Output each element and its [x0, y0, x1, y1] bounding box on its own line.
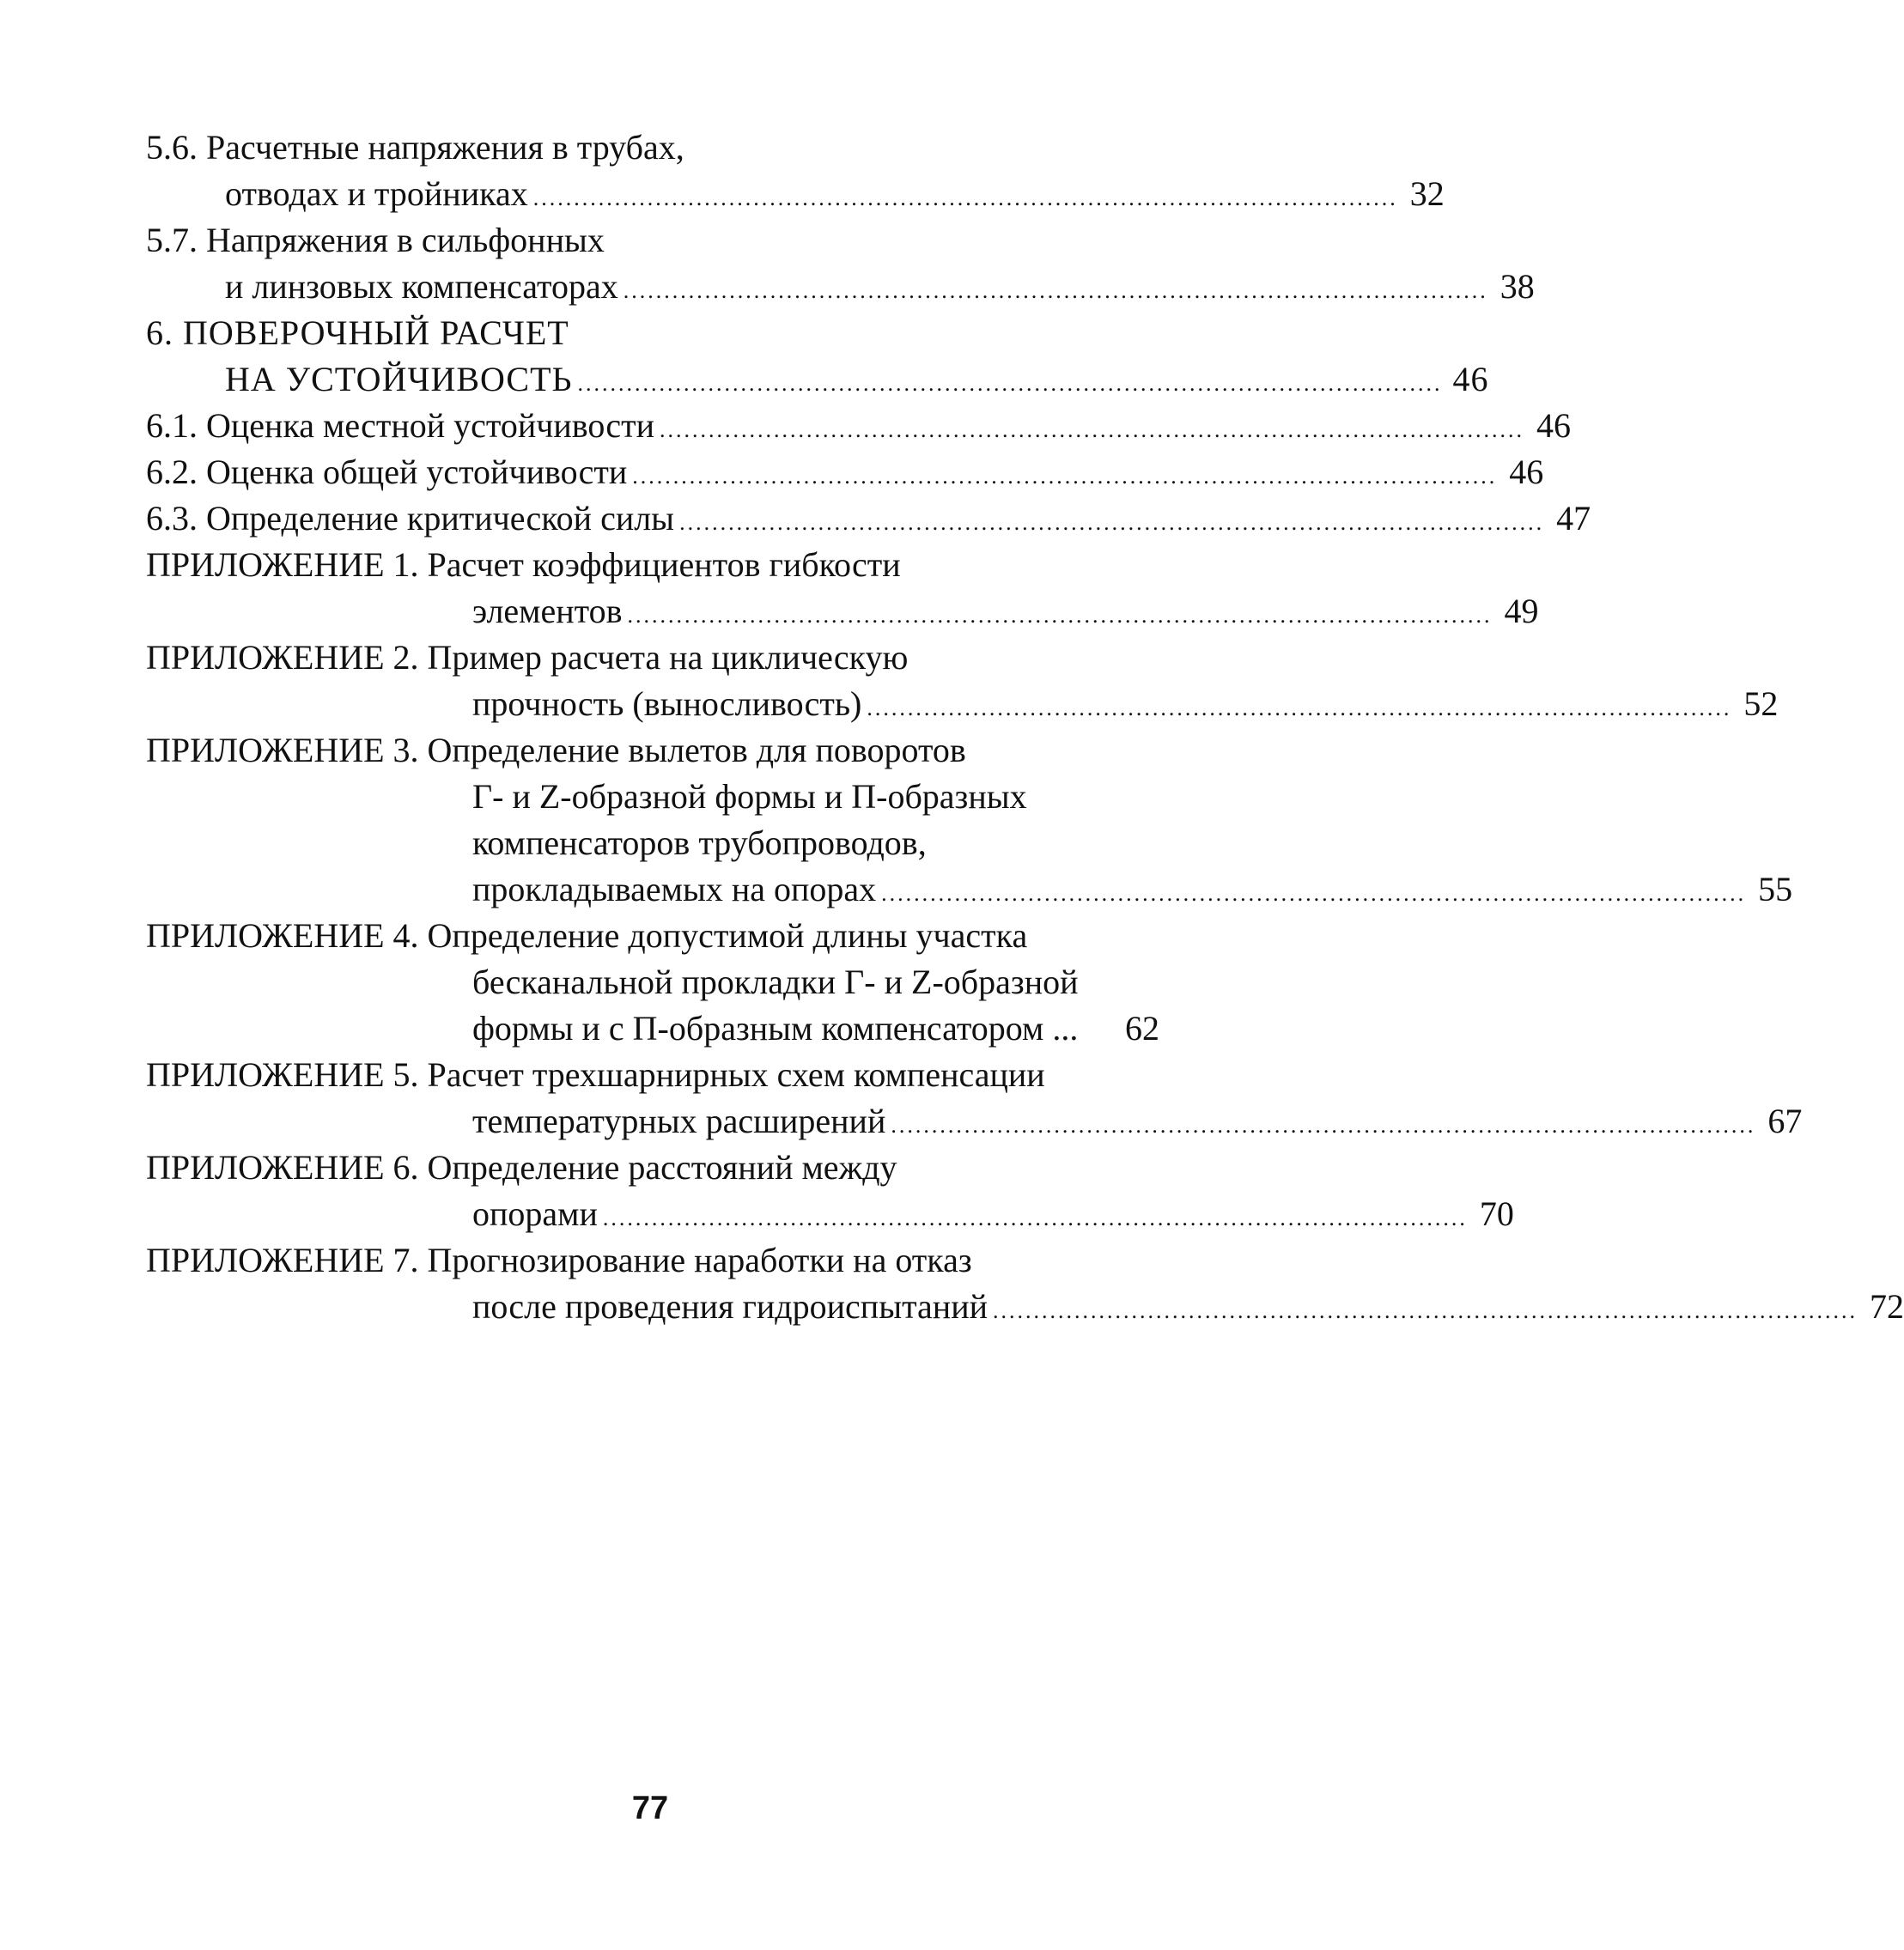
toc-entry: отводах и тройниках .......................................................................................................... 32: [146, 171, 1159, 217]
toc-entry: формы и с П-образным компенсатором ... 62: [146, 1005, 1159, 1052]
toc-page-number: 67: [1767, 1102, 1803, 1140]
toc-page-number: 72: [1870, 1287, 1904, 1326]
leader-dots: ..........................................................................................................: [627, 603, 1493, 628]
leader-dots: ..........................................................................................................: [660, 417, 1525, 442]
leader-dots: ..........................................................................................................: [993, 1298, 1858, 1323]
toc-page-number: 70: [1479, 1194, 1514, 1233]
leader-dots: ..........................................................................................................: [891, 1113, 1756, 1138]
toc-page-number: 52: [1743, 684, 1779, 723]
toc-page-number: 46: [1536, 406, 1572, 445]
leader-dots: ..........................................................................................................: [867, 696, 1732, 720]
leader-dots: ..........................................................................................................: [623, 278, 1488, 303]
toc-line: ПРИЛОЖЕНИЕ 6. Определение расстояний между: [146, 1148, 897, 1187]
toc-line: бесканальной прокладки Г- и Z-образной: [472, 963, 1079, 1001]
toc-line: ПРИЛОЖЕНИЕ 3. Определение вылетов для поворотов: [146, 731, 966, 769]
leader-dots: ..........................................................................................................: [532, 185, 1398, 210]
toc-page-number: 46: [1452, 360, 1489, 398]
toc-page-number: 62: [1125, 1009, 1159, 1048]
toc-entry: температурных расширений .......................................................................................................... 67: [146, 1098, 1159, 1145]
toc-entry: 6.3. Определение критической силы .......................................................................................................... 47: [146, 495, 1159, 542]
leader-dots: ..........................................................................................................: [602, 1206, 1468, 1230]
leader-dots: ..........................................................................................................: [577, 371, 1443, 396]
toc-line: компенсаторов трубопроводов,: [472, 823, 927, 862]
leader-dots: ..........................................................................................................: [881, 881, 1747, 906]
toc-entry: прочность (выносливость) .......................................................................................................... 52: [146, 681, 1159, 727]
table-of-contents: [146, 125, 1904, 1330]
toc-page-number: 32: [1409, 174, 1445, 213]
toc-line: 5.6. Расчетные напряжения в трубах,: [146, 128, 684, 167]
toc-section-heading: 6. ПОВЕРОЧНЫЙ РАСЧЕТ: [146, 313, 569, 352]
toc-line: ПРИЛОЖЕНИЕ 2. Пример расчета на циклическую: [146, 638, 909, 677]
toc-entry: НА УСТОЙЧИВОСТЬ .......................................................................................................... 46: [146, 356, 1159, 403]
toc-line: ПРИЛОЖЕНИЕ 1. Расчет коэффициентов гибкости: [146, 545, 901, 584]
page-number: 77: [631, 1790, 669, 1826]
toc-page-number: 47: [1556, 499, 1591, 538]
toc-entry: элементов .......................................................................................................... 49: [146, 588, 1159, 635]
toc-line: ПРИЛОЖЕНИЕ 4. Определение допустимой длины участка: [146, 916, 1028, 955]
toc-line: Г- и Z-образной формы и П-образных: [472, 777, 1027, 816]
toc-line: ПРИЛОЖЕНИЕ 7. Прогнозирование наработки на отказ: [146, 1241, 972, 1279]
toc-entry: и линзовых компенсаторах .......................................................................................................... 38: [146, 264, 1159, 310]
toc-page-number: 38: [1499, 267, 1535, 306]
toc-page-number: 49: [1504, 592, 1539, 630]
leader-dots: ..........................................................................................................: [632, 464, 1498, 489]
toc-entry: после проведения гидроиспытаний .......................................................................................................... 72: [146, 1284, 1159, 1330]
toc-entry: опорами .......................................................................................................... 70: [146, 1191, 1159, 1237]
toc-line: ПРИЛОЖЕНИЕ 5. Расчет трехшарнирных схем компенсации: [146, 1055, 1045, 1094]
toc-page-number: 46: [1509, 453, 1544, 491]
toc-entry: 6.2. Оценка общей устойчивости .......................................................................................................... 46: [146, 449, 1159, 495]
toc-line: 5.7. Напряжения в сильфонных: [146, 221, 605, 259]
leader-dots: ..........................................................................................................: [679, 510, 1545, 535]
toc-page-number: 55: [1758, 870, 1793, 908]
toc-entry: прокладываемых на опорах .......................................................................................................... 55: [146, 866, 1159, 913]
toc-entry: 6.1. Оценка местной устойчивости .......................................................................................................... 46: [146, 403, 1159, 449]
